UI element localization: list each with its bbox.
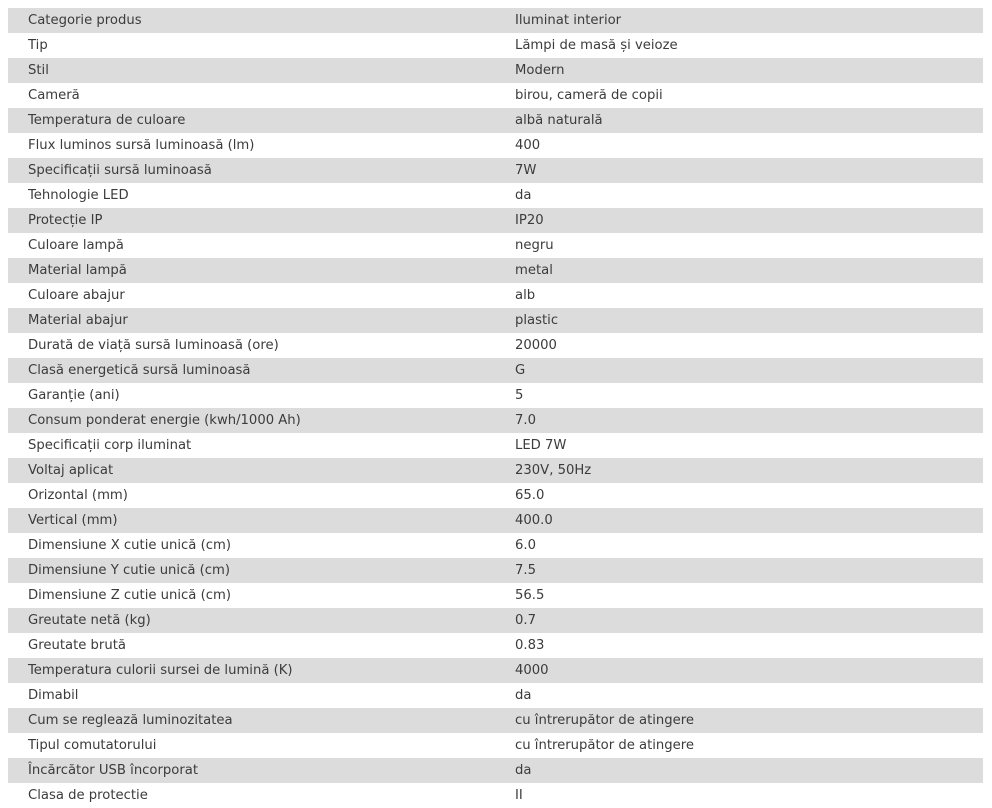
spec-label: Material lampă (8, 258, 515, 283)
spec-label: Clasa de protectie (8, 783, 515, 808)
specifications-body (8, 8, 983, 808)
specifications-table (8, 8, 983, 808)
spec-row (8, 558, 983, 583)
spec-row (8, 508, 983, 533)
spec-row (8, 458, 983, 483)
spec-value: 4000 (515, 658, 983, 683)
spec-label: Specificații sursă luminoasă (8, 158, 515, 183)
spec-value: da (515, 183, 983, 208)
spec-value: 400.0 (515, 508, 983, 533)
spec-row (8, 733, 983, 758)
spec-value: 0.83 (515, 633, 983, 658)
spec-row (8, 383, 983, 408)
spec-label: Greutate brută (8, 633, 515, 658)
spec-row (8, 233, 983, 258)
spec-row (8, 158, 983, 183)
spec-row (8, 283, 983, 308)
spec-value: 6.0 (515, 533, 983, 558)
spec-value: metal (515, 258, 983, 283)
spec-label: Culoare abajur (8, 283, 515, 308)
spec-row (8, 83, 983, 108)
spec-label: Tip (8, 33, 515, 58)
spec-value: LED 7W (515, 433, 983, 458)
spec-row (8, 133, 983, 158)
spec-label: Greutate netă (kg) (8, 608, 515, 633)
spec-label: Dimabil (8, 683, 515, 708)
spec-label: Cameră (8, 83, 515, 108)
spec-row (8, 658, 983, 683)
spec-label: Încărcător USB încorporat (8, 758, 515, 783)
spec-value: cu întrerupător de atingere (515, 708, 983, 733)
spec-value: da (515, 683, 983, 708)
spec-label: Clasă energetică sursă luminoasă (8, 358, 515, 383)
spec-value: albă naturală (515, 108, 983, 133)
spec-label: Dimensiune X cutie unică (cm) (8, 533, 515, 558)
spec-row (8, 333, 983, 358)
spec-label: Tipul comutatorului (8, 733, 515, 758)
spec-row (8, 483, 983, 508)
spec-value: IP20 (515, 208, 983, 233)
spec-label: Vertical (mm) (8, 508, 515, 533)
spec-row (8, 208, 983, 233)
spec-label: Dimensiune Y cutie unică (cm) (8, 558, 515, 583)
spec-value: 7.5 (515, 558, 983, 583)
spec-label: Categorie produs (8, 8, 515, 33)
spec-label: Consum ponderat energie (kwh/1000 Ah) (8, 408, 515, 433)
spec-row (8, 58, 983, 83)
spec-row (8, 358, 983, 383)
spec-value: 230V, 50Hz (515, 458, 983, 483)
spec-value: 7.0 (515, 408, 983, 433)
spec-label: Voltaj aplicat (8, 458, 515, 483)
spec-value: Iluminat interior (515, 8, 983, 33)
spec-row (8, 683, 983, 708)
spec-label: Dimensiune Z cutie unică (cm) (8, 583, 515, 608)
spec-value: 56.5 (515, 583, 983, 608)
spec-value: negru (515, 233, 983, 258)
spec-row (8, 783, 983, 808)
spec-value: 7W (515, 158, 983, 183)
spec-value: 5 (515, 383, 983, 408)
spec-label: Material abajur (8, 308, 515, 333)
spec-value: 65.0 (515, 483, 983, 508)
spec-value: 0.7 (515, 608, 983, 633)
spec-label: Cum se reglează luminozitatea (8, 708, 515, 733)
spec-row (8, 258, 983, 283)
spec-row (8, 8, 983, 33)
spec-label: Flux luminos sursă luminoasă (lm) (8, 133, 515, 158)
spec-value: cu întrerupător de atingere (515, 733, 983, 758)
spec-row (8, 583, 983, 608)
spec-row (8, 608, 983, 633)
spec-row (8, 433, 983, 458)
spec-value: G (515, 358, 983, 383)
spec-row (8, 708, 983, 733)
spec-value: Modern (515, 58, 983, 83)
spec-value: II (515, 783, 983, 808)
spec-label: Durată de viață sursă luminoasă (ore) (8, 333, 515, 358)
spec-value: 20000 (515, 333, 983, 358)
spec-value: birou, cameră de copii (515, 83, 983, 108)
spec-row (8, 633, 983, 658)
spec-row (8, 183, 983, 208)
spec-value: 400 (515, 133, 983, 158)
spec-label: Orizontal (mm) (8, 483, 515, 508)
spec-value: da (515, 758, 983, 783)
spec-label: Culoare lampă (8, 233, 515, 258)
spec-row (8, 533, 983, 558)
spec-value: plastic (515, 308, 983, 333)
spec-row (8, 33, 983, 58)
spec-label: Temperatura de culoare (8, 108, 515, 133)
spec-row (8, 308, 983, 333)
spec-label: Temperatura culorii sursei de lumină (K) (8, 658, 515, 683)
spec-label: Protecție IP (8, 208, 515, 233)
spec-label: Garanție (ani) (8, 383, 515, 408)
spec-value: alb (515, 283, 983, 308)
spec-row (8, 408, 983, 433)
spec-row (8, 758, 983, 783)
spec-row (8, 108, 983, 133)
spec-label: Tehnologie LED (8, 183, 515, 208)
spec-label: Specificații corp iluminat (8, 433, 515, 458)
spec-label: Stil (8, 58, 515, 83)
spec-value: Lămpi de masă și veioze (515, 33, 983, 58)
